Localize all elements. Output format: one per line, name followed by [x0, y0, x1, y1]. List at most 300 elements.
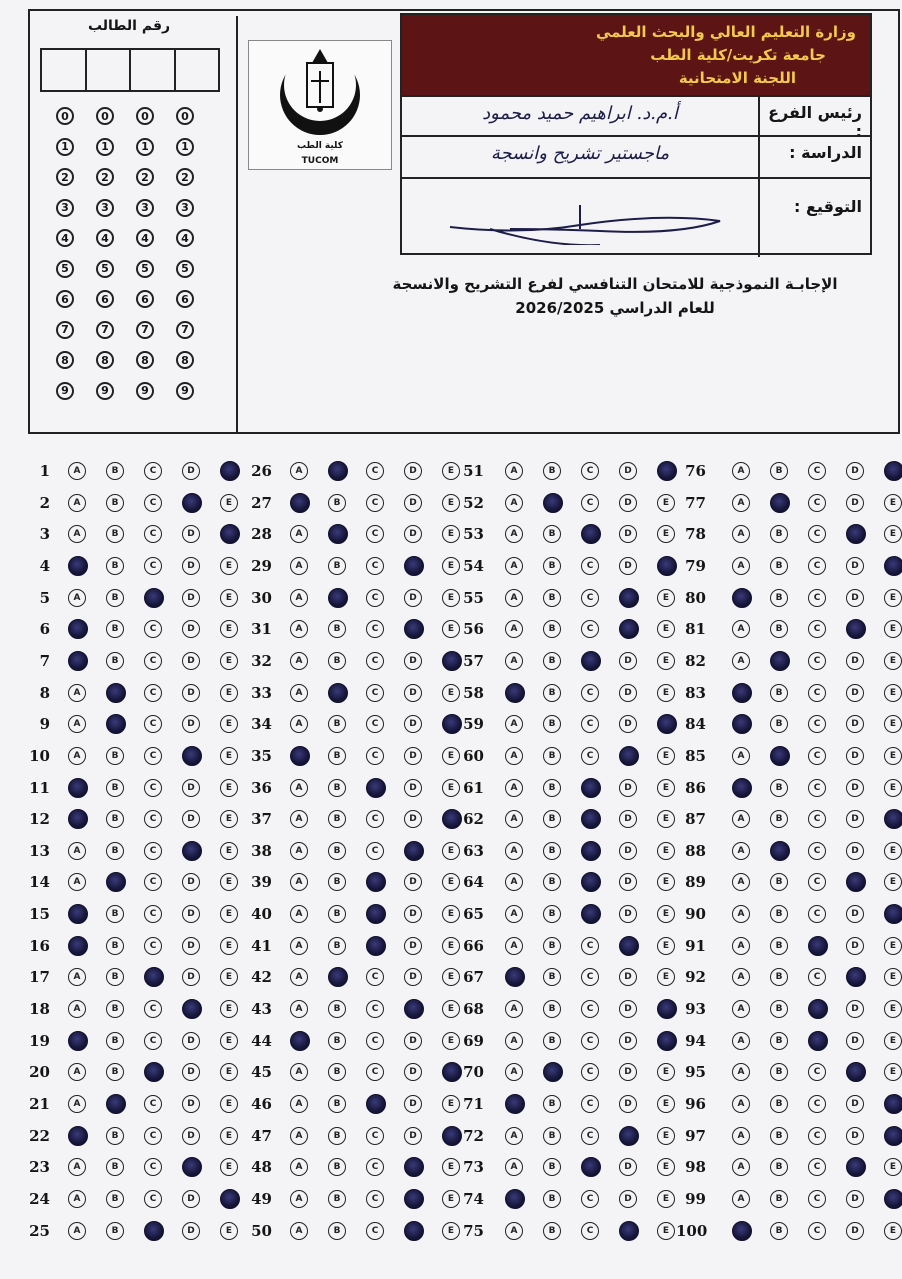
answer-bubble-e[interactable]: E [884, 1158, 902, 1176]
answer-bubble-d[interactable]: D [846, 1127, 864, 1145]
answer-bubble-e[interactable]: E [442, 557, 460, 575]
answer-bubble-d[interactable] [846, 1062, 866, 1082]
answer-bubble-a[interactable]: A [505, 1063, 523, 1081]
answer-bubble-b[interactable]: B [770, 1095, 788, 1113]
student-digit-bubble[interactable]: 1 [96, 138, 114, 156]
answer-bubble-e[interactable]: E [884, 494, 902, 512]
answer-bubble-a[interactable]: A [505, 779, 523, 797]
answer-bubble-d[interactable]: D [619, 1095, 637, 1113]
answer-bubble-c[interactable]: C [144, 779, 162, 797]
answer-bubble-b[interactable]: B [328, 1000, 346, 1018]
answer-bubble-b[interactable]: B [106, 1222, 124, 1240]
student-digit-bubble[interactable]: 7 [176, 321, 194, 339]
answer-bubble-c[interactable]: C [144, 810, 162, 828]
answer-bubble-a[interactable]: A [732, 652, 750, 670]
answer-bubble-d[interactable] [619, 619, 639, 639]
answer-bubble-d[interactable]: D [846, 715, 864, 733]
answer-bubble-e[interactable]: E [657, 1063, 675, 1081]
answer-bubble-b[interactable]: B [543, 873, 561, 891]
answer-bubble-b[interactable]: B [543, 652, 561, 670]
answer-bubble-d[interactable] [404, 619, 424, 639]
answer-bubble-a[interactable]: A [505, 494, 523, 512]
answer-bubble-e[interactable]: E [657, 968, 675, 986]
answer-bubble-e[interactable]: E [442, 842, 460, 860]
student-digit-bubble[interactable]: 7 [136, 321, 154, 339]
answer-bubble-c[interactable]: C [366, 589, 384, 607]
answer-bubble-d[interactable]: D [182, 684, 200, 702]
answer-bubble-e[interactable]: E [657, 810, 675, 828]
answer-bubble-e[interactable]: E [657, 652, 675, 670]
student-digit-bubble[interactable]: 4 [176, 229, 194, 247]
answer-bubble-b[interactable]: B [543, 779, 561, 797]
answer-bubble-c[interactable]: C [144, 462, 162, 480]
answer-bubble-c[interactable] [581, 809, 601, 829]
answer-bubble-c[interactable]: C [144, 1000, 162, 1018]
answer-bubble-b[interactable]: B [106, 810, 124, 828]
answer-bubble-d[interactable]: D [404, 810, 422, 828]
answer-bubble-d[interactable]: D [846, 842, 864, 860]
answer-bubble-b[interactable]: B [770, 589, 788, 607]
answer-bubble-e[interactable]: E [220, 494, 238, 512]
answer-bubble-d[interactable] [404, 1221, 424, 1241]
answer-bubble-a[interactable]: A [290, 779, 308, 797]
answer-bubble-c[interactable] [366, 904, 386, 924]
answer-bubble-c[interactable]: C [366, 1222, 384, 1240]
student-digit-bubble[interactable]: 3 [176, 199, 194, 217]
answer-bubble-e[interactable]: E [220, 652, 238, 670]
answer-bubble-c[interactable]: C [581, 557, 599, 575]
answer-bubble-c[interactable]: C [144, 873, 162, 891]
answer-bubble-b[interactable]: B [106, 779, 124, 797]
student-digit-bubble[interactable]: 2 [176, 168, 194, 186]
answer-bubble-b[interactable]: B [328, 1032, 346, 1050]
answer-bubble-b[interactable]: B [770, 779, 788, 797]
answer-bubble-e[interactable]: E [884, 873, 902, 891]
answer-bubble-b[interactable]: B [543, 1000, 561, 1018]
answer-bubble-e[interactable]: E [657, 842, 675, 860]
answer-bubble-e[interactable]: E [220, 842, 238, 860]
answer-bubble-b[interactable]: B [770, 810, 788, 828]
student-digit-bubble[interactable]: 3 [136, 199, 154, 217]
answer-bubble-b[interactable]: B [106, 1190, 124, 1208]
answer-bubble-d[interactable]: D [619, 810, 637, 828]
answer-bubble-b[interactable]: B [328, 1222, 346, 1240]
answer-bubble-b[interactable]: B [106, 462, 124, 480]
answer-bubble-e[interactable] [657, 556, 677, 576]
answer-bubble-b[interactable]: B [106, 620, 124, 638]
answer-bubble-d[interactable]: D [619, 1000, 637, 1018]
answer-bubble-e[interactable]: E [220, 810, 238, 828]
answer-bubble-b[interactable]: B [543, 1127, 561, 1145]
answer-bubble-d[interactable]: D [404, 462, 422, 480]
answer-bubble-b[interactable]: B [770, 968, 788, 986]
student-digit-bubble[interactable]: 8 [96, 351, 114, 369]
student-digit-bubble[interactable]: 9 [56, 382, 74, 400]
answer-bubble-e[interactable]: E [884, 747, 902, 765]
answer-bubble-a[interactable]: A [505, 1032, 523, 1050]
answer-bubble-d[interactable]: D [846, 779, 864, 797]
answer-bubble-b[interactable]: B [543, 1032, 561, 1050]
answer-bubble-d[interactable]: D [619, 905, 637, 923]
answer-bubble-b[interactable] [770, 493, 790, 513]
student-digit-bubble[interactable]: 7 [96, 321, 114, 339]
answer-bubble-d[interactable] [404, 556, 424, 576]
answer-bubble-b[interactable]: B [770, 873, 788, 891]
answer-bubble-e[interactable]: E [884, 620, 902, 638]
student-digit-bubble[interactable]: 8 [136, 351, 154, 369]
answer-bubble-d[interactable] [846, 524, 866, 544]
answer-bubble-c[interactable]: C [366, 1158, 384, 1176]
answer-bubble-c[interactable] [808, 936, 828, 956]
answer-bubble-e[interactable] [884, 809, 902, 829]
answer-bubble-a[interactable]: A [732, 1190, 750, 1208]
answer-bubble-d[interactable]: D [182, 810, 200, 828]
answer-bubble-a[interactable] [732, 683, 752, 703]
answer-bubble-b[interactable]: B [543, 557, 561, 575]
answer-bubble-e[interactable]: E [657, 747, 675, 765]
answer-bubble-d[interactable]: D [404, 905, 422, 923]
student-digit-bubble[interactable]: 5 [176, 260, 194, 278]
answer-bubble-c[interactable] [581, 651, 601, 671]
signature-field[interactable] [402, 179, 758, 257]
answer-bubble-e[interactable]: E [657, 937, 675, 955]
student-digit-bubble[interactable]: 4 [56, 229, 74, 247]
answer-bubble-a[interactable]: A [505, 937, 523, 955]
answer-bubble-d[interactable]: D [404, 747, 422, 765]
answer-bubble-b[interactable]: B [328, 620, 346, 638]
answer-bubble-b[interactable]: B [328, 557, 346, 575]
answer-bubble-d[interactable]: D [846, 652, 864, 670]
student-number-box[interactable] [42, 50, 87, 90]
answer-bubble-c[interactable]: C [144, 684, 162, 702]
answer-bubble-b[interactable]: B [770, 1190, 788, 1208]
student-digit-bubble[interactable]: 0 [96, 107, 114, 125]
student-digit-bubble[interactable]: 5 [96, 260, 114, 278]
student-digit-bubble[interactable]: 4 [96, 229, 114, 247]
answer-bubble-e[interactable]: E [884, 937, 902, 955]
answer-bubble-e[interactable]: E [220, 873, 238, 891]
answer-bubble-d[interactable]: D [404, 1095, 422, 1113]
answer-bubble-e[interactable]: E [884, 968, 902, 986]
answer-bubble-b[interactable]: B [770, 462, 788, 480]
student-digit-bubble[interactable]: 6 [176, 290, 194, 308]
answer-bubble-e[interactable]: E [657, 684, 675, 702]
answer-bubble-a[interactable]: A [732, 937, 750, 955]
answer-bubble-c[interactable]: C [808, 779, 826, 797]
answer-bubble-a[interactable]: A [68, 1063, 86, 1081]
answer-bubble-d[interactable]: D [182, 905, 200, 923]
answer-bubble-b[interactable] [543, 493, 563, 513]
answer-bubble-c[interactable]: C [808, 684, 826, 702]
answer-bubble-c[interactable]: C [366, 1000, 384, 1018]
answer-bubble-a[interactable]: A [732, 1127, 750, 1145]
answer-bubble-c[interactable]: C [581, 589, 599, 607]
answer-bubble-a[interactable]: A [732, 873, 750, 891]
answer-bubble-b[interactable]: B [328, 842, 346, 860]
answer-bubble-c[interactable] [581, 904, 601, 924]
answer-bubble-b[interactable]: B [106, 842, 124, 860]
answer-bubble-b[interactable]: B [328, 1063, 346, 1081]
answer-bubble-b[interactable]: B [106, 589, 124, 607]
answer-bubble-c[interactable]: C [808, 620, 826, 638]
answer-bubble-c[interactable]: C [144, 1158, 162, 1176]
answer-bubble-d[interactable]: D [846, 1000, 864, 1018]
answer-bubble-c[interactable]: C [808, 525, 826, 543]
answer-bubble-b[interactable]: B [328, 1190, 346, 1208]
answer-bubble-c[interactable]: C [144, 937, 162, 955]
answer-bubble-b[interactable]: B [770, 557, 788, 575]
answer-bubble-a[interactable] [732, 1221, 752, 1241]
answer-bubble-b[interactable]: B [328, 937, 346, 955]
answer-bubble-d[interactable]: D [846, 747, 864, 765]
answer-bubble-a[interactable]: A [290, 557, 308, 575]
answer-bubble-c[interactable]: C [366, 620, 384, 638]
answer-bubble-b[interactable]: B [106, 937, 124, 955]
answer-bubble-b[interactable]: B [543, 968, 561, 986]
answer-bubble-a[interactable]: A [505, 873, 523, 891]
answer-bubble-a[interactable] [290, 746, 310, 766]
answer-bubble-e[interactable]: E [657, 905, 675, 923]
answer-bubble-a[interactable]: A [732, 462, 750, 480]
student-number-box[interactable] [131, 50, 176, 90]
answer-bubble-a[interactable] [290, 493, 310, 513]
answer-bubble-b[interactable]: B [328, 1127, 346, 1145]
answer-bubble-b[interactable] [328, 588, 348, 608]
answer-bubble-c[interactable]: C [808, 589, 826, 607]
answer-bubble-e[interactable] [884, 556, 902, 576]
answer-bubble-e[interactable]: E [220, 1063, 238, 1081]
answer-bubble-a[interactable]: A [290, 1063, 308, 1081]
answer-bubble-c[interactable]: C [366, 525, 384, 543]
answer-bubble-a[interactable]: A [505, 1000, 523, 1018]
answer-bubble-c[interactable] [581, 524, 601, 544]
answer-bubble-e[interactable]: E [442, 494, 460, 512]
answer-bubble-e[interactable] [657, 714, 677, 734]
answer-bubble-e[interactable]: E [220, 779, 238, 797]
answer-bubble-a[interactable]: A [290, 462, 308, 480]
answer-bubble-b[interactable]: B [543, 1158, 561, 1176]
answer-bubble-a[interactable]: A [68, 494, 86, 512]
answer-bubble-a[interactable] [290, 1031, 310, 1051]
answer-bubble-c[interactable]: C [808, 1063, 826, 1081]
student-digit-bubble[interactable]: 5 [56, 260, 74, 278]
answer-bubble-a[interactable]: A [290, 525, 308, 543]
answer-bubble-a[interactable]: A [290, 1190, 308, 1208]
answer-bubble-c[interactable]: C [144, 905, 162, 923]
answer-bubble-c[interactable]: C [581, 462, 599, 480]
answer-bubble-d[interactable]: D [182, 1190, 200, 1208]
answer-bubble-e[interactable]: E [657, 779, 675, 797]
answer-bubble-b[interactable]: B [106, 557, 124, 575]
answer-bubble-e[interactable]: E [442, 462, 460, 480]
answer-bubble-e[interactable]: E [442, 1158, 460, 1176]
answer-bubble-a[interactable] [732, 588, 752, 608]
answer-bubble-a[interactable]: A [505, 715, 523, 733]
answer-bubble-c[interactable]: C [366, 494, 384, 512]
answer-bubble-b[interactable]: B [543, 462, 561, 480]
answer-bubble-d[interactable] [619, 936, 639, 956]
answer-bubble-e[interactable]: E [442, 525, 460, 543]
answer-bubble-d[interactable]: D [846, 494, 864, 512]
answer-bubble-c[interactable]: C [581, 684, 599, 702]
answer-bubble-d[interactable]: D [404, 589, 422, 607]
answer-bubble-e[interactable]: E [220, 1222, 238, 1240]
answer-bubble-d[interactable]: D [404, 1063, 422, 1081]
answer-bubble-c[interactable]: C [366, 684, 384, 702]
answer-bubble-d[interactable]: D [846, 810, 864, 828]
answer-bubble-a[interactable]: A [505, 620, 523, 638]
answer-bubble-d[interactable]: D [182, 968, 200, 986]
answer-bubble-b[interactable]: B [328, 873, 346, 891]
answer-bubble-b[interactable]: B [770, 1000, 788, 1018]
answer-bubble-c[interactable]: C [808, 1095, 826, 1113]
answer-bubble-a[interactable]: A [505, 747, 523, 765]
student-digit-bubble[interactable]: 3 [56, 199, 74, 217]
answer-bubble-b[interactable]: B [543, 842, 561, 860]
answer-bubble-b[interactable]: B [106, 1063, 124, 1081]
answer-bubble-c[interactable]: C [366, 1127, 384, 1145]
answer-bubble-a[interactable]: A [290, 968, 308, 986]
answer-bubble-b[interactable]: B [543, 620, 561, 638]
answer-bubble-e[interactable]: E [220, 747, 238, 765]
answer-bubble-b[interactable]: B [770, 715, 788, 733]
answer-bubble-a[interactable]: A [68, 1095, 86, 1113]
answer-bubble-c[interactable] [581, 841, 601, 861]
head-value[interactable]: أ.م.د. ابراهيم حميد محمود [482, 103, 678, 124]
answer-bubble-b[interactable]: B [770, 525, 788, 543]
answer-bubble-c[interactable]: C [144, 652, 162, 670]
answer-bubble-e[interactable]: E [657, 1222, 675, 1240]
student-digit-bubble[interactable]: 2 [136, 168, 154, 186]
answer-bubble-e[interactable]: E [442, 1032, 460, 1050]
answer-bubble-c[interactable]: C [808, 462, 826, 480]
answer-bubble-d[interactable]: D [846, 462, 864, 480]
answer-bubble-e[interactable] [657, 1031, 677, 1051]
answer-bubble-b[interactable]: B [328, 1158, 346, 1176]
answer-bubble-a[interactable]: A [290, 1222, 308, 1240]
answer-bubble-b[interactable]: B [543, 1190, 561, 1208]
answer-bubble-b[interactable] [328, 967, 348, 987]
answer-bubble-a[interactable]: A [290, 873, 308, 891]
student-digit-bubble[interactable]: 0 [136, 107, 154, 125]
answer-bubble-e[interactable]: E [220, 557, 238, 575]
answer-bubble-b[interactable]: B [770, 1158, 788, 1176]
answer-bubble-e[interactable] [884, 1094, 902, 1114]
answer-bubble-b[interactable]: B [770, 1127, 788, 1145]
answer-bubble-e[interactable]: E [442, 937, 460, 955]
answer-bubble-b[interactable]: B [770, 684, 788, 702]
answer-bubble-b[interactable] [770, 841, 790, 861]
answer-bubble-d[interactable] [619, 746, 639, 766]
answer-bubble-a[interactable]: A [290, 1095, 308, 1113]
answer-bubble-e[interactable]: E [884, 1063, 902, 1081]
answer-bubble-a[interactable]: A [290, 715, 308, 733]
answer-bubble-c[interactable]: C [366, 557, 384, 575]
answer-bubble-d[interactable]: D [846, 557, 864, 575]
answer-bubble-d[interactable]: D [182, 1222, 200, 1240]
answer-bubble-a[interactable]: A [732, 1158, 750, 1176]
answer-bubble-e[interactable]: E [220, 1032, 238, 1050]
answer-bubble-c[interactable]: C [808, 1158, 826, 1176]
answer-bubble-d[interactable]: D [182, 589, 200, 607]
answer-bubble-a[interactable]: A [732, 842, 750, 860]
answer-bubble-b[interactable]: B [543, 810, 561, 828]
answer-bubble-c[interactable]: C [144, 715, 162, 733]
answer-bubble-a[interactable] [505, 1094, 525, 1114]
answer-bubble-c[interactable]: C [366, 968, 384, 986]
answer-bubble-d[interactable]: D [846, 1222, 864, 1240]
answer-bubble-b[interactable]: B [106, 1032, 124, 1050]
answer-bubble-b[interactable]: B [106, 525, 124, 543]
answer-bubble-e[interactable]: E [442, 1222, 460, 1240]
answer-bubble-e[interactable]: E [442, 1190, 460, 1208]
answer-bubble-d[interactable]: D [182, 557, 200, 575]
answer-bubble-b[interactable] [770, 746, 790, 766]
answer-bubble-d[interactable]: D [182, 1095, 200, 1113]
answer-bubble-b[interactable] [770, 651, 790, 671]
answer-bubble-b[interactable]: B [770, 905, 788, 923]
student-digit-bubble[interactable]: 6 [56, 290, 74, 308]
answer-bubble-e[interactable]: E [657, 589, 675, 607]
answer-bubble-b[interactable]: B [543, 1222, 561, 1240]
answer-bubble-d[interactable] [846, 1157, 866, 1177]
answer-bubble-a[interactable]: A [290, 842, 308, 860]
answer-bubble-d[interactable]: D [619, 1158, 637, 1176]
answer-bubble-b[interactable]: B [106, 968, 124, 986]
answer-bubble-b[interactable]: B [770, 1032, 788, 1050]
answer-bubble-a[interactable]: A [290, 620, 308, 638]
answer-bubble-d[interactable]: D [182, 525, 200, 543]
answer-bubble-e[interactable]: E [220, 1158, 238, 1176]
answer-bubble-c[interactable]: C [581, 747, 599, 765]
answer-bubble-a[interactable]: A [732, 557, 750, 575]
answer-bubble-d[interactable]: D [182, 715, 200, 733]
answer-bubble-a[interactable]: A [290, 905, 308, 923]
answer-bubble-b[interactable]: B [543, 589, 561, 607]
answer-bubble-a[interactable]: A [68, 1158, 86, 1176]
answer-bubble-a[interactable]: A [290, 652, 308, 670]
answer-bubble-e[interactable] [657, 999, 677, 1019]
answer-bubble-c[interactable]: C [808, 873, 826, 891]
answer-bubble-b[interactable] [328, 461, 348, 481]
answer-bubble-e[interactable]: E [442, 620, 460, 638]
answer-bubble-d[interactable] [404, 1189, 424, 1209]
answer-bubble-c[interactable]: C [808, 905, 826, 923]
answer-bubble-e[interactable]: E [657, 525, 675, 543]
student-digit-bubble[interactable]: 0 [176, 107, 194, 125]
answer-bubble-a[interactable]: A [732, 1000, 750, 1018]
answer-bubble-c[interactable]: C [144, 1032, 162, 1050]
answer-bubble-b[interactable]: B [328, 905, 346, 923]
student-digit-bubble[interactable]: 9 [176, 382, 194, 400]
answer-bubble-e[interactable]: E [442, 1000, 460, 1018]
answer-bubble-e[interactable]: E [442, 968, 460, 986]
answer-bubble-d[interactable]: D [846, 1095, 864, 1113]
answer-bubble-a[interactable]: A [505, 462, 523, 480]
answer-grid[interactable] [0, 452, 902, 1272]
answer-bubble-e[interactable]: E [884, 589, 902, 607]
student-digit-bubble[interactable]: 6 [96, 290, 114, 308]
answer-bubble-b[interactable]: B [106, 905, 124, 923]
answer-bubble-a[interactable]: A [68, 715, 86, 733]
answer-bubble-e[interactable]: E [657, 620, 675, 638]
student-number-box[interactable] [176, 50, 219, 90]
answer-bubble-d[interactable]: D [619, 1063, 637, 1081]
answer-bubble-e[interactable]: E [220, 968, 238, 986]
answer-bubble-c[interactable]: C [144, 557, 162, 575]
answer-bubble-b[interactable]: B [328, 494, 346, 512]
answer-bubble-d[interactable]: D [404, 525, 422, 543]
